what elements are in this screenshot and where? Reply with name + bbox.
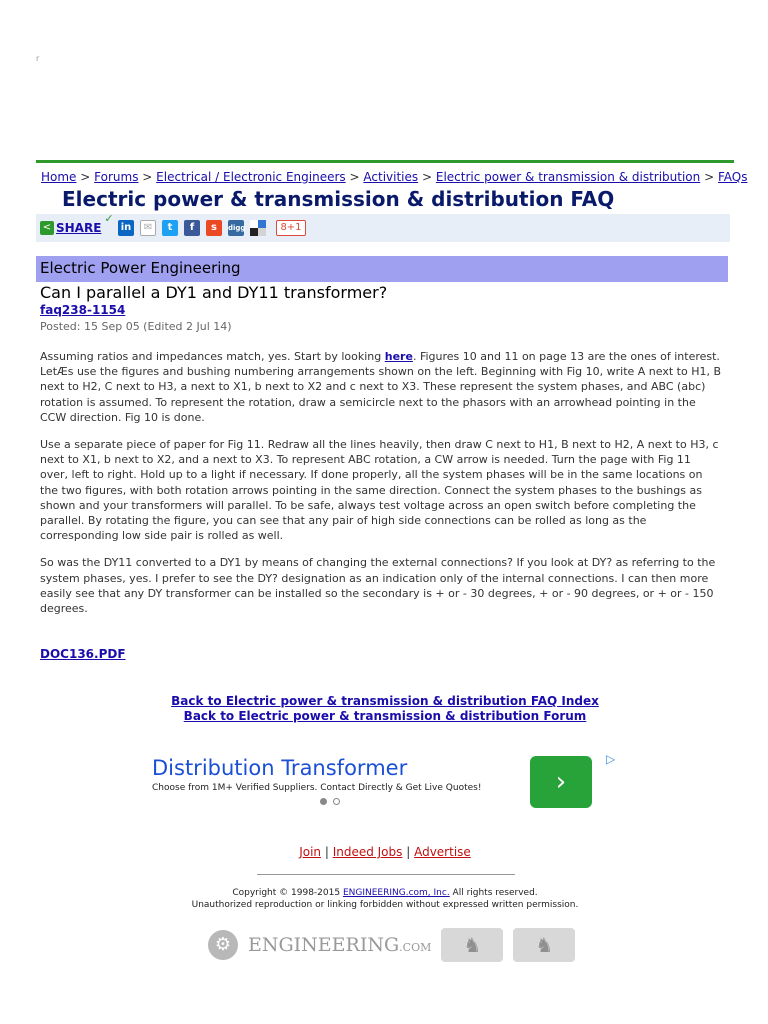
back-links: [36, 694, 734, 724]
company-link[interactable]: ENGINEERING.com, Inc.: [342, 888, 450, 898]
body-text: Assuming ratios and impedances match, yes. Start by looking: [40, 350, 385, 363]
breadcrumb-separator: >: [349, 170, 360, 184]
breadcrumb-activities[interactable]: Activities: [363, 170, 419, 184]
ad-headline[interactable]: Distribution Transformer: [152, 756, 408, 780]
delicious-icon[interactable]: [250, 220, 266, 236]
share-check-icon: ✓: [104, 212, 114, 225]
category-title: Electric Power Engineering: [40, 259, 241, 277]
pegasus-logo-icon[interactable]: ♞: [513, 928, 575, 962]
copyright-text: All rights reserved.: [449, 888, 538, 898]
posted-date: Posted: 15 Sep 05 (Edited 2 Jul 14): [40, 320, 232, 333]
breadcrumb-separator: >: [80, 170, 91, 184]
breadcrumb-home[interactable]: Home: [41, 170, 77, 184]
join-link[interactable]: Join: [299, 845, 322, 859]
gear-logo-icon: ⚙: [208, 930, 238, 960]
email-icon[interactable]: ✉: [140, 220, 156, 236]
share-button[interactable]: [40, 220, 101, 236]
ad-description: Choose from 1M+ Verified Suppliers. Contact Directly & Get Live Quotes!: [152, 783, 482, 793]
question-title: Can I parallel a DY1 and DY11 transformer?: [40, 283, 388, 302]
breadcrumb-faqs[interactable]: FAQs: [717, 170, 748, 184]
attachment-link[interactable]: DOC136.PDF: [40, 647, 126, 661]
footer-divider: [257, 874, 515, 875]
ad-pager: [320, 798, 340, 805]
page-title: Electric power & transmission & distribution FAQ: [62, 187, 615, 211]
copyright-notice: Unauthorized reproduction or linking forbidden without expressed written permission.: [191, 900, 579, 910]
ad-next-button[interactable]: ›: [530, 756, 592, 808]
share-icon: <: [40, 221, 54, 235]
linkedin-icon[interactable]: in: [118, 220, 134, 236]
faq-id-link[interactable]: faq238-1154: [40, 303, 126, 317]
ad-pager-dot[interactable]: [333, 798, 340, 805]
top-ad-area: [36, 38, 734, 160]
faq-body: [40, 349, 722, 628]
ad-marker: r: [36, 54, 40, 63]
share-label: SHARE: [56, 221, 102, 235]
share-bar: [36, 214, 730, 242]
breadcrumb-separator: >: [704, 170, 715, 184]
body-paragraph: So was the DY11 converted to a DY1 by means of changing the external connections? If you look at DY? as referring to the system phases, yes. I prefer to see the DY? designation as an indication only of the internal connections. I can then more easily see that any DY transformer can be installed so the secondary is + or - 30 degrees, + or - 90 degrees, or + or - 150 degrees.: [40, 556, 716, 616]
sponsored-ad[interactable]: [152, 752, 620, 816]
copyright: [36, 887, 734, 911]
back-to-faq-index-link[interactable]: Back to Electric power & transmission & distribution FAQ Index: [171, 694, 599, 708]
breadcrumb-separator: >: [142, 170, 153, 184]
here-link[interactable]: here: [384, 350, 413, 363]
pegasus-logo-icon[interactable]: ♞: [441, 928, 503, 962]
ad-pager-dot[interactable]: [320, 798, 327, 805]
header-divider: [36, 160, 734, 163]
adchoices-icon[interactable]: ▷: [606, 752, 616, 766]
advertise-link[interactable]: Advertise: [414, 845, 471, 859]
indeed-jobs-link[interactable]: Indeed Jobs: [332, 845, 403, 859]
back-to-forum-link[interactable]: Back to Electric power & transmission & distribution Forum: [183, 709, 587, 723]
google-plus-icon[interactable]: 8+1: [276, 220, 306, 236]
body-text: . Figures 10 and 11 on page 13 are the ones of interest. LetÆs use the figures and bushing numbering arrangements shown on the left. Beginning with Fig 10, write A next to H1, B next to H2, C next to H3, a next to X1, b next to X2 and c next to X3. These represent the system phases, and ABC (abc) rotation is assumed. To represent the rotation, draw a semicircle next to the phasors with an arrowhead pointing in the CCW direction. Fig 10 is done.: [40, 350, 722, 424]
body-paragraph: Use a separate piece of paper for Fig 11. Redraw all the lines heavily, then draw C next to H1, B next to H2, A next to H3, c next to X1, b next to X2, and a next to X3. To represent ABC rotation, a CW arrow is needed. Turn the page with Fig 11 over, left to right. Hold up to a light if necessary. If done properly, all the system phases will be in the same locations on the two figures, with both rotation arrows pointing in the same direction. Connect the system phases to the bushings as shown and your transformers will parallel. To be safe, always test voltage across an open switch before completing the parallel. By rotating the figure, you can see that any pair of high side connections can be rolled as long as the corresponding low side pair is rolled as well.: [40, 438, 719, 543]
stumbleupon-icon[interactable]: s: [206, 220, 222, 236]
twitter-icon[interactable]: t: [162, 220, 178, 236]
category-bar: [36, 256, 728, 282]
breadcrumb-electrical-engineers[interactable]: Electrical / Electronic Engineers: [156, 170, 346, 184]
breadcrumb: [41, 170, 747, 184]
page: [36, 38, 748, 986]
footer-logos: [208, 928, 575, 962]
breadcrumb-separator: >: [421, 170, 433, 184]
digg-icon[interactable]: digg: [228, 220, 244, 236]
footer-links: Join | Indeed Jobs | Advertise: [299, 845, 471, 859]
copyright-text: Copyright © 1998-2015: [232, 888, 343, 898]
breadcrumb-forums[interactable]: Forums: [94, 170, 139, 184]
breadcrumb-forum[interactable]: Electric power & transmission & distribution: [435, 170, 701, 184]
facebook-icon[interactable]: f: [184, 220, 200, 236]
body-paragraph: [40, 349, 722, 425]
engineering-logo[interactable]: ENGINEERING.COM: [248, 934, 432, 956]
